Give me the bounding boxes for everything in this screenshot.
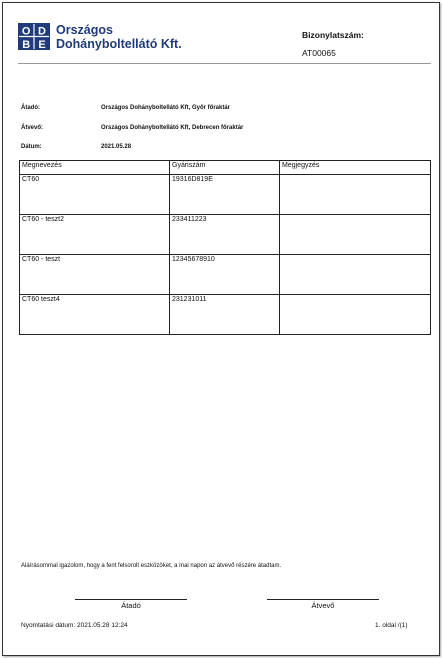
table-row	[20, 215, 431, 255]
company-name-line1: Országos	[56, 23, 113, 37]
table-row	[20, 295, 431, 335]
header-gyariszam: Gyáriszám	[170, 161, 280, 175]
svg-text:O: O	[21, 25, 31, 38]
items-table	[19, 160, 431, 335]
document-number-value: AT00065	[302, 48, 336, 58]
cell-note	[280, 295, 431, 335]
svg-text:E: E	[38, 39, 46, 50]
atvevo-label: Átvevő:	[21, 125, 44, 131]
cell-note	[280, 255, 431, 295]
cell-note	[280, 175, 431, 215]
cell-note	[280, 215, 431, 255]
page-info: 1. oldal /(1)	[375, 622, 408, 629]
cell-serial: 19316D819E	[170, 175, 280, 215]
cell-serial: 12345678910	[170, 255, 280, 295]
table-row	[20, 175, 431, 215]
svg-text:B: B	[22, 39, 31, 50]
cell-name: CT60 - teszt2	[20, 215, 170, 255]
datum-value: 2021.05.28	[101, 144, 132, 150]
cell-serial: 231231011	[170, 295, 280, 335]
document-number-label: Bizonylatszám:	[302, 30, 364, 40]
company-name	[56, 23, 182, 51]
company-logo	[18, 23, 50, 50]
signature-line-atvevo	[267, 599, 379, 600]
cell-name: CT60 teszt4	[20, 295, 170, 335]
svg-text:D: D	[38, 25, 46, 38]
atado-value: Országos Dohányboltellátó Kft, Győr főraktár	[101, 105, 231, 111]
signature-label-atvevo: Átvevő	[311, 601, 335, 610]
print-date: Nyomtatási dátum: 2021.05.28 12:24	[21, 622, 128, 629]
datum-label: Dátum:	[21, 144, 42, 150]
document-page	[2, 2, 440, 656]
header-divider	[18, 63, 431, 64]
signature-label-atado: Átadó	[121, 601, 141, 610]
cell-name: CT60 - teszt	[20, 255, 170, 295]
atado-label: Átadó:	[21, 105, 40, 111]
table-row	[20, 255, 431, 295]
cell-serial: 233411223	[170, 215, 280, 255]
header-megjegyzes: Megjegyzés	[280, 161, 431, 175]
company-name-line2: Dohányboltellátó Kft.	[56, 37, 182, 51]
atvevo-value: Országos Dohányboltellátó Kft, Debrecen főraktár	[101, 125, 244, 131]
cell-name: CT60	[20, 175, 170, 215]
header-megnevezes: Megnevezés	[20, 161, 170, 175]
table-header-row	[20, 161, 431, 175]
signature-line-atado	[75, 599, 187, 600]
confirmation-statement: Aláírásommal igazolom, hogy a fent felsorolt eszközöket, a mai napon az átvevő részére átadtam.	[21, 563, 282, 569]
